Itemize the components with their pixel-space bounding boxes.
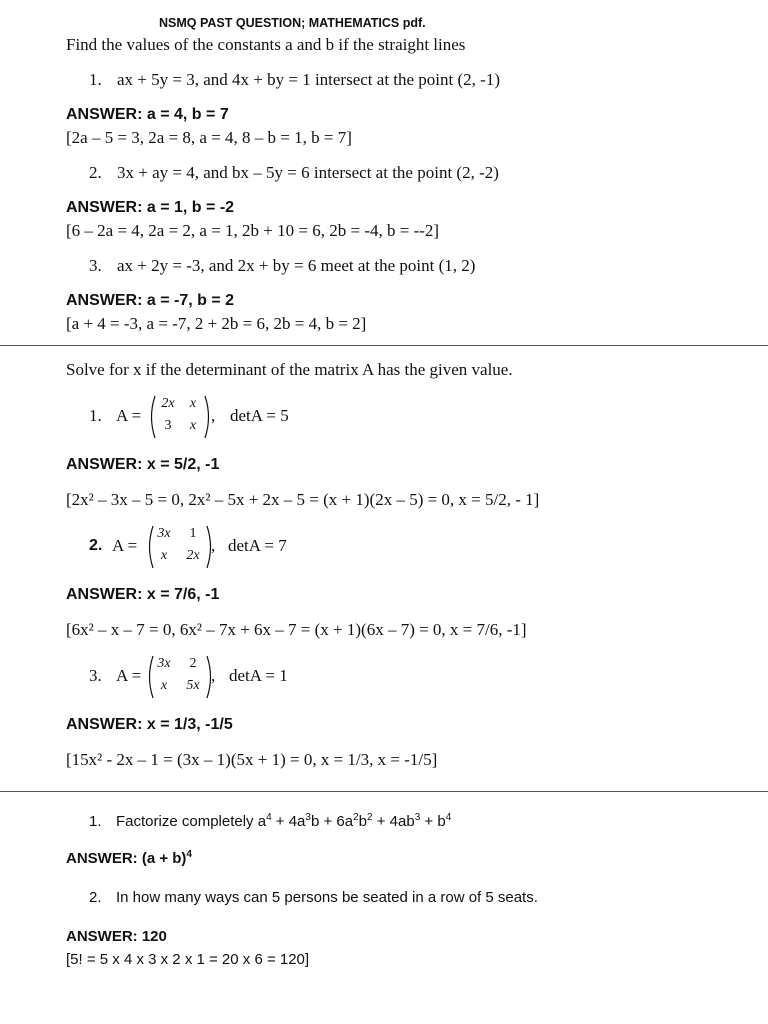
section3-question-2	[89, 889, 538, 906]
matrix-cell: 5x	[186, 678, 200, 693]
question-text: 3x + ay = 4, and bx – 5y = 6 intersect at the point (2, -2)	[117, 163, 499, 182]
question-number: 2.	[89, 163, 102, 182]
question-number: 2.	[89, 889, 102, 906]
section1-question-1	[89, 70, 500, 90]
determinant-value: detA = 7	[228, 536, 287, 555]
question-number: 2.	[89, 537, 103, 554]
section2-answer-2: ANSWER: x = 7/6, -1	[66, 586, 220, 603]
section2-working-3: [15x² - 2x – 1 = (3x – 1)(5x + 1) = 0, x = 1/3, x = -1/5]	[66, 750, 438, 769]
section3-question-1	[89, 813, 451, 830]
question-number: 3.	[89, 666, 102, 685]
document-title: NSMQ PAST QUESTION; MATHEMATICS pdf.	[159, 16, 426, 30]
matrix	[147, 392, 215, 442]
section-divider	[0, 791, 768, 792]
determinant-value: detA = 1	[229, 666, 288, 685]
question-number: 1.	[89, 406, 102, 425]
section2-working-1: [2x² – 3x – 5 = 0, 2x² – 5x + 2x – 5 = (x + 1)(2x – 5) = 0, x = 5/2, - 1]	[66, 490, 540, 509]
section2-working-2: [6x² – x – 7 = 0, 6x² – 7x + 6x – 7 = (x + 1)(6x – 7) = 0, x = 7/6, -1]	[66, 620, 527, 639]
section2-intro: Solve for x if the determinant of the matrix A has the given value.	[66, 360, 513, 379]
question-number: 1.	[89, 70, 102, 89]
matrix-cell: 2	[189, 656, 197, 671]
section3-working-2: [5! = 5 x 4 x 3 x 2 x 1 = 20 x 6 = 120]	[66, 951, 310, 968]
matrix-cell: 3	[164, 418, 172, 433]
section2-answer-1: ANSWER: x = 5/2, -1	[66, 456, 220, 473]
matrix-cell: 2x	[161, 396, 175, 411]
matrix-lhs: A =	[116, 666, 142, 685]
section2-question-2	[89, 522, 389, 572]
section2-question-3	[89, 652, 389, 702]
question-text: ax + 2y = -3, and 2x + by = 6 meet at the point (1, 2)	[117, 256, 476, 275]
section1-answer-3: ANSWER: a = -7, b = 2	[66, 292, 235, 309]
matrix	[145, 652, 216, 702]
section1-question-2	[89, 163, 499, 183]
matrix-cell: 1	[189, 526, 197, 541]
question-text: ax + 5y = 3, and 4x + by = 1 intersect at the point (2, -1)	[117, 70, 500, 89]
question-number: 3.	[89, 256, 102, 275]
question-number: 1.	[89, 813, 102, 830]
matrix-cell: x	[160, 548, 168, 563]
section2-question-1	[89, 392, 389, 442]
matrix-comma: ,	[211, 536, 216, 555]
section1-intro: Find the values of the constants a and b if the straight lines	[66, 35, 466, 54]
matrix-cell: x	[189, 396, 197, 411]
matrix-lhs: A =	[116, 406, 142, 425]
section1-working-1: [2a – 5 = 3, 2a = 8, a = 4, 8 – b = 1, b = 7]	[66, 128, 352, 147]
section3-answer-2: ANSWER: 120	[66, 928, 167, 945]
section1-working-3: [a + 4 = -3, a = -7, 2 + 2b = 6, 2b = 4, b = 2]	[66, 314, 367, 333]
matrix-cell: 2x	[186, 548, 200, 563]
section1-answer-2: ANSWER: a = 1, b = -2	[66, 199, 235, 216]
matrix-cell: x	[189, 418, 197, 433]
question-text: Factorize completely $a^4 + 4a^3b + 6a^2b^2 + 4ab^3 + b^4$	[116, 812, 452, 830]
matrix-cell: x	[160, 678, 168, 693]
section-divider	[0, 345, 768, 346]
question-text: In how many ways can 5 persons be seated in a row of 5 seats.	[116, 889, 538, 906]
matrix-cell: 3x	[157, 656, 171, 671]
section1-working-2: [6 – 2a = 4, 2a = 2, a = 1, 2b + 10 = 6, 2b = -4, b = --2]	[66, 221, 440, 240]
section3-answer-1: ANSWER: $(a + b)^4$	[66, 849, 192, 867]
section1-answer-1: ANSWER: a = 4, b = 7	[66, 106, 229, 123]
matrix-comma: ,	[211, 406, 216, 425]
matrix-cell: 3x	[157, 526, 171, 541]
matrix	[145, 522, 216, 572]
matrix-lhs: A =	[112, 536, 138, 555]
determinant-value: detA = 5	[230, 406, 289, 425]
matrix-comma: ,	[211, 666, 216, 685]
section1-question-3	[89, 256, 475, 276]
section2-answer-3: ANSWER: x = 1/3, -1/5	[66, 716, 233, 733]
